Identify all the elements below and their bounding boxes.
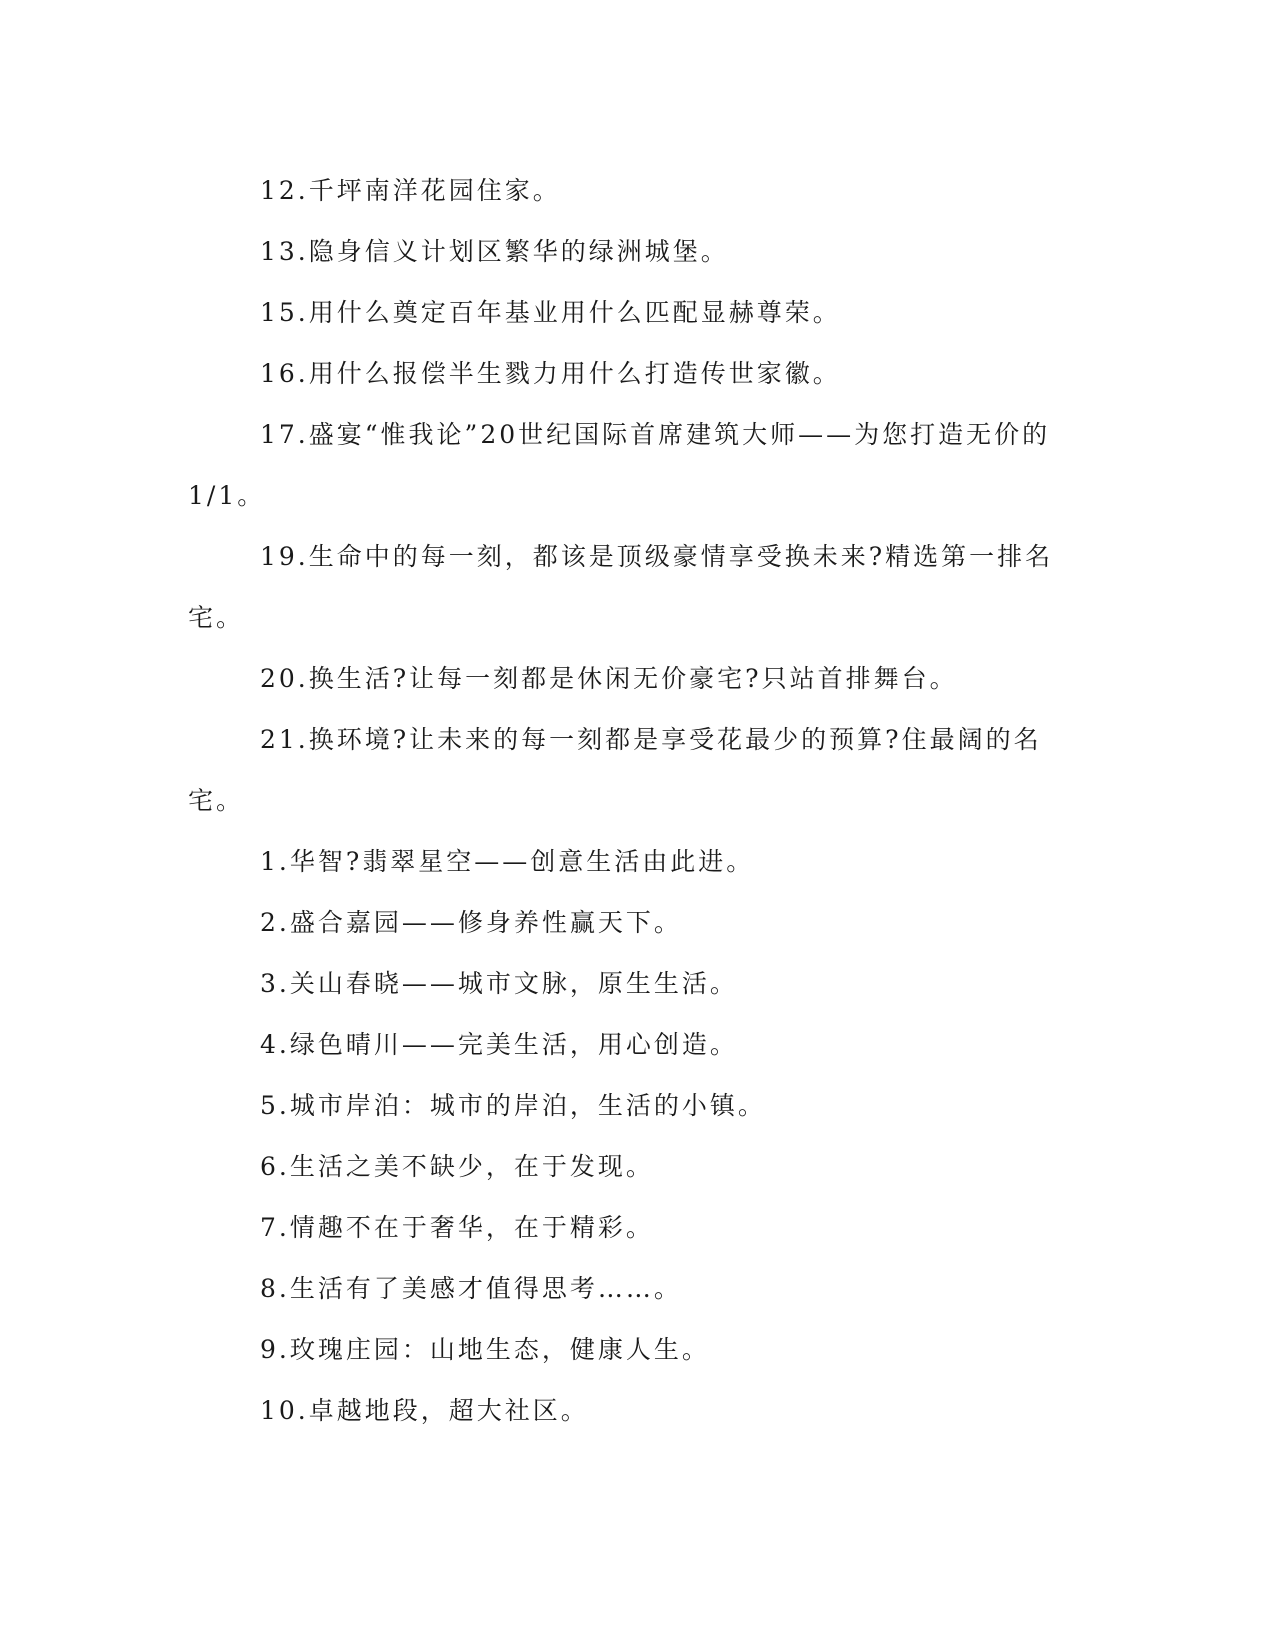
paragraph-6: 6.生活之美不缺少，在于发现。 [260,1152,654,1181]
paragraph-13: 13.隐身信义计划区繁华的绿洲城堡。 [260,237,729,266]
paragraph-3: 3.关山春晓——城市文脉，原生生活。 [260,969,738,998]
paragraph-4: 4.绿色晴川——完美生活，用心创造。 [260,1030,738,1059]
document-body [188,160,1078,1441]
paragraph-9: 9.玫瑰庄园：山地生态，健康人生。 [260,1335,710,1364]
paragraph-1: 1.华智?翡翠星空——创意生活由此进。 [260,847,755,876]
paragraph-21: 21.换环境?让未来的每一刻都是享受花最少的预算?住最阔的名宅。 [188,725,1042,815]
paragraph-10: 10.卓越地段，超大社区。 [260,1396,589,1425]
paragraph-19: 19.生命中的每一刻，都该是顶级豪情享受换未来?精选第一排名宅。 [188,542,1054,632]
paragraph-7: 7.情趣不在于奢华，在于精彩。 [260,1213,654,1242]
paragraph-20: 20.换生活?让每一刻都是休闲无价豪宅?只站首排舞台。 [260,664,958,693]
paragraph-16: 16.用什么报偿半生戮力用什么打造传世家徽。 [260,359,841,388]
paragraph-8: 8.生活有了美感才值得思考……。 [260,1274,682,1303]
paragraph-15: 15.用什么奠定百年基业用什么匹配显赫尊荣。 [260,298,841,327]
paragraph-5: 5.城市岸泊：城市的岸泊，生活的小镇。 [260,1091,766,1120]
paragraph-17: 17.盛宴“惟我论”20世纪国际首席建筑大师——为您打造无价的1/1。 [188,420,1051,510]
paragraph-12: 12.千坪南洋花园住家。 [260,176,561,205]
paragraph-2: 2.盛合嘉园——修身养性赢天下。 [260,908,682,937]
